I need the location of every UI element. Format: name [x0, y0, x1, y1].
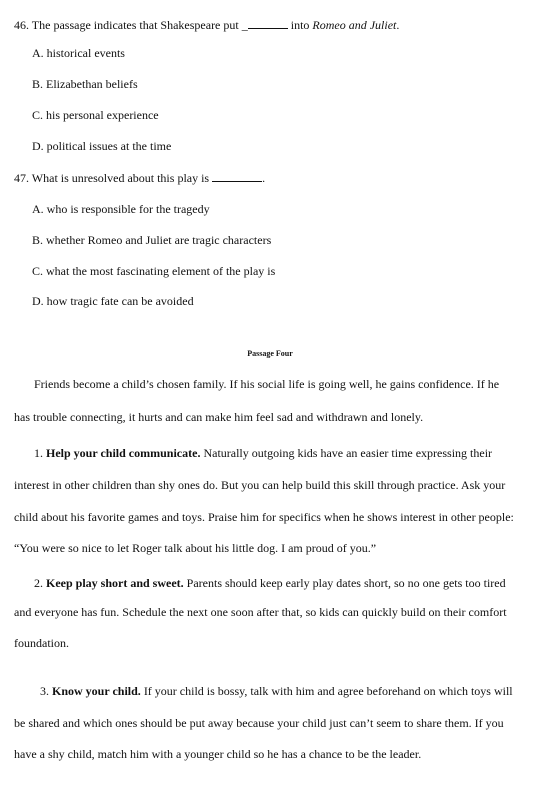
answer-blank: _	[242, 18, 288, 32]
paragraph-line: Friends become a child’s chosen family. If his social life is going well, he gains confidence. If he	[34, 377, 500, 391]
paragraph-line: has trouble connecting, it hurts and can make him feel sad and withdrawn and lonely.	[14, 410, 424, 424]
section-1-first-line	[34, 446, 492, 460]
work-title: Romeo and Juliet	[312, 18, 397, 32]
section-3-first-line	[40, 684, 513, 698]
question-number: 46.	[14, 18, 29, 32]
option-47-d: D. how tragic fate can be avoided	[32, 294, 194, 308]
section-heading: Keep play short and sweet.	[46, 576, 184, 590]
paragraph-line: and everyone has fun. Schedule the next one soon after that, so kids can quickly build on their comfort	[14, 605, 507, 619]
paragraph-line: foundation.	[14, 636, 69, 650]
section-text: If your child is bossy, talk with him and agree beforehand on which toys will	[143, 684, 513, 698]
question-stem-text: The passage indicates that Shakespeare put	[31, 18, 239, 32]
option-46-b: B. Elizabethan beliefs	[32, 77, 138, 91]
question-stem-text: What is unresolved about this play is	[31, 171, 210, 185]
option-47-a: A. who is responsible for the tragedy	[32, 202, 210, 216]
option-47-b: B. whether Romeo and Juliet are tragic characters	[32, 233, 272, 247]
paragraph-line: be shared and which ones should be put away because your child just can’t seem to share them. If you	[14, 716, 504, 730]
paragraph-line: “You were so nice to let Roger talk about his little dog. I am proud of you.”	[14, 541, 377, 555]
question-number: 47.	[14, 171, 29, 185]
question-stem-text: into	[290, 18, 310, 32]
option-46-d: D. political issues at the time	[32, 139, 172, 153]
section-heading: Know your child.	[52, 684, 141, 698]
paragraph-line: interest in other children than shy ones do. But you can help build this skill through practice. Ask your	[14, 478, 506, 492]
passage-title: Passage Four	[247, 349, 293, 358]
section-text: Naturally outgoing kids have an easier time expressing their	[203, 446, 493, 460]
paragraph-line: child about his favorite games and toys. Praise him for specifics when he shows interest in other people:	[14, 510, 514, 524]
option-46-a: A. historical events	[32, 46, 125, 60]
section-number: 1.	[34, 446, 43, 460]
option-46-c: C. his personal experience	[32, 108, 159, 122]
section-number: 3.	[40, 684, 49, 698]
section-text: Parents should keep early play dates short, so no one gets too tired	[186, 576, 506, 590]
answer-blank	[212, 171, 262, 182]
question-46-stem: 46. The passage indicates that Shakespeare put _ into Romeo and Juliet.	[14, 18, 400, 32]
paragraph-line: have a shy child, match him with a younger child so he has a chance to be the leader.	[14, 747, 422, 761]
section-heading: Help your child communicate.	[46, 446, 201, 460]
question-47-stem: 47. What is unresolved about this play is .	[14, 171, 266, 185]
option-47-c: C. what the most fascinating element of the play is	[32, 264, 276, 278]
section-2-first-line	[34, 576, 506, 590]
section-number: 2.	[34, 576, 43, 590]
